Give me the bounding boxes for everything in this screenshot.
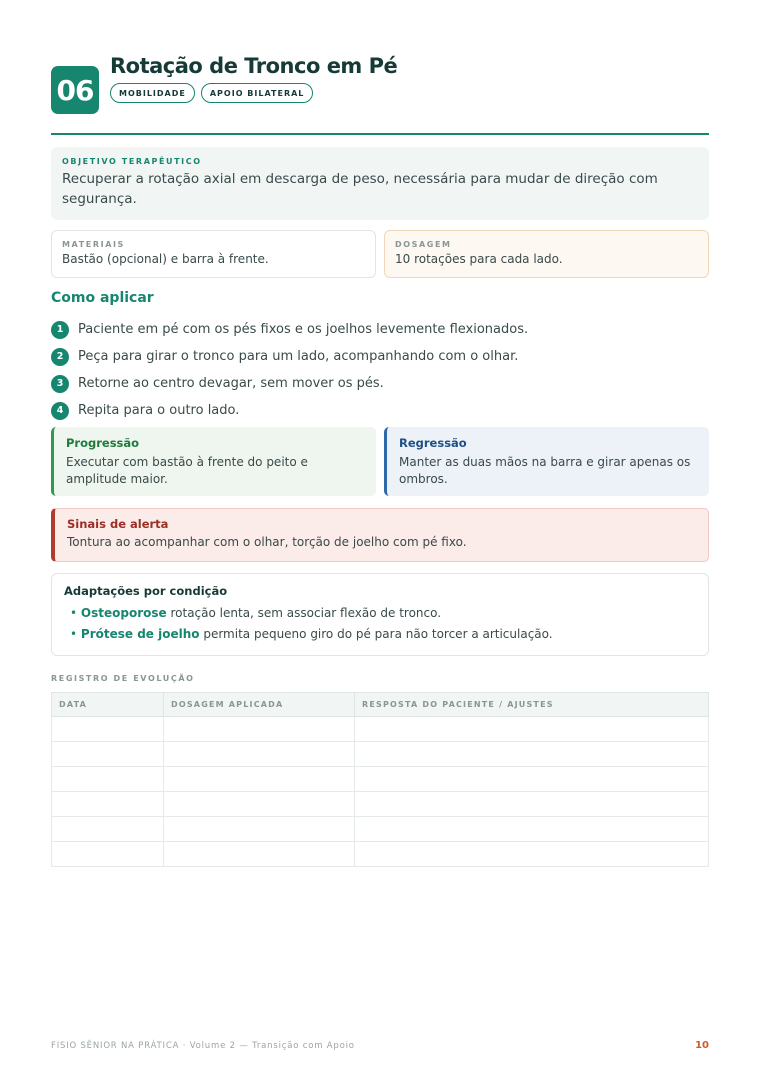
step-text: Peça para girar o tronco para um lado, acompanhando com o olhar. [78, 349, 519, 364]
adaptation-item [64, 603, 696, 624]
table-cell [52, 742, 164, 767]
progression-text: Executar com bastão à frente do peito e amplitude maior. [66, 455, 308, 486]
alert-title: Sinais de alerta [67, 517, 169, 531]
adaptation-text: rotação lenta, sem associar flexão de tronco. [170, 606, 442, 620]
table-cell [52, 717, 164, 742]
table-cell [355, 717, 709, 742]
step-text: Paciente em pé com os pés fixos e os joelhos levemente flexionados. [78, 322, 529, 337]
tag-apoio-bilateral: APOIO BILATERAL [201, 83, 314, 103]
step-item [51, 316, 709, 343]
adaptations-box [51, 573, 709, 656]
evolution-log-table [51, 692, 709, 867]
column-header-dosagem: DOSAGEM APLICADA [164, 693, 355, 717]
objective-label: OBJETIVO TERAPÊUTICO [62, 157, 202, 166]
table-row [52, 842, 709, 867]
table-cell [355, 767, 709, 792]
table-cell [52, 842, 164, 867]
table-cell [164, 842, 355, 867]
regression-text: Manter as duas mãos na barra e girar apenas os ombros. [399, 455, 691, 486]
table-cell [164, 817, 355, 842]
table-row [52, 742, 709, 767]
adaptation-term: Osteoporose [80, 606, 167, 620]
exercise-number: 06 [51, 66, 99, 114]
step-item [51, 370, 709, 397]
step-item [51, 397, 709, 424]
table-row [52, 817, 709, 842]
step-text: Retorne ao centro devagar, sem mover os pés. [78, 376, 384, 391]
dosage-value: 10 rotações para cada lado. [395, 252, 563, 266]
table-cell [164, 792, 355, 817]
step-text: Repita para o outro lado. [78, 403, 240, 418]
objective-box [51, 147, 709, 220]
log-body [52, 717, 709, 867]
materials-label: MATERIAIS [62, 240, 125, 249]
exercise-header [51, 52, 709, 136]
table-cell [164, 767, 355, 792]
page-number: 10 [695, 1040, 709, 1051]
step-item [51, 343, 709, 370]
table-cell [52, 792, 164, 817]
alert-box [51, 508, 709, 562]
footer-text: FISIO SÊNIOR NA PRÁTICA · Volume 2 — Transição com Apoio [51, 1041, 355, 1051]
table-cell [164, 717, 355, 742]
bullet-icon: • [70, 606, 78, 620]
step-number: 1 [51, 321, 69, 339]
table-cell [164, 742, 355, 767]
tag-mobilidade: MOBILIDADE [110, 83, 195, 103]
table-row [52, 767, 709, 792]
dosage-label: DOSAGEM [395, 240, 452, 249]
table-row [52, 717, 709, 742]
table-cell [355, 792, 709, 817]
exercise-title: Rotação de Tronco em Pé [110, 54, 398, 78]
materials-card [51, 230, 376, 278]
alert-text: Tontura ao acompanhar com o olhar, torção de joelho com pé fixo. [67, 535, 467, 549]
table-cell [355, 842, 709, 867]
steps-list [51, 316, 709, 424]
table-cell [52, 817, 164, 842]
regression-card [384, 427, 709, 496]
column-header-data: DATA [52, 693, 164, 717]
adaptations-list [64, 603, 696, 645]
progression-title: Progressão [66, 436, 140, 450]
adaptation-item [64, 624, 696, 645]
materials-value: Bastão (opcional) e barra à frente. [62, 252, 269, 266]
adaptation-term: Prótese de joelho [80, 627, 200, 641]
table-cell [52, 767, 164, 792]
step-number: 4 [51, 402, 69, 420]
bullet-icon: • [70, 627, 78, 641]
adaptations-title: Adaptações por condição [64, 584, 228, 598]
progression-card [51, 427, 376, 496]
regression-title: Regressão [399, 436, 467, 450]
table-cell [355, 742, 709, 767]
log-title: REGISTRO DE EVOLUÇÃO [51, 674, 195, 683]
header-divider [51, 133, 709, 135]
how-to-title: Como aplicar [51, 290, 154, 306]
objective-text: Recuperar a rotação axial em descarga de peso, necessária para mudar de direção com segurança. [62, 171, 658, 207]
table-row [52, 792, 709, 817]
dosage-card [384, 230, 709, 278]
step-number: 2 [51, 348, 69, 366]
step-number: 3 [51, 375, 69, 393]
column-header-resposta: RESPOSTA DO PACIENTE / AJUSTES [355, 693, 709, 717]
table-cell [355, 817, 709, 842]
table-header-row [52, 693, 709, 717]
exercise-tags [110, 83, 313, 103]
adaptation-text: permita pequeno giro do pé para não torcer a articulação. [203, 627, 553, 641]
